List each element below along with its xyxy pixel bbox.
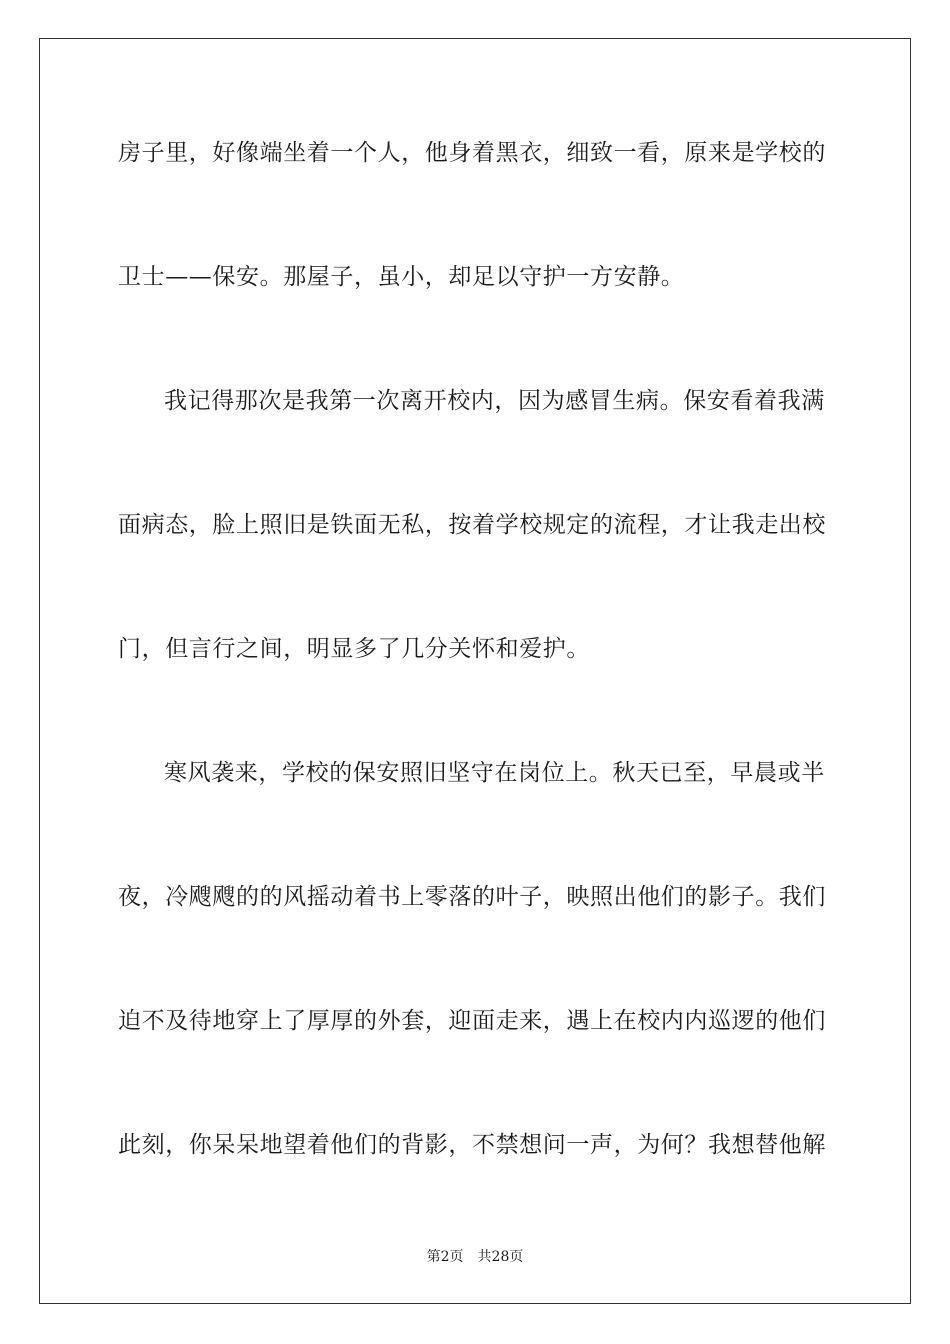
text-line-4: 面病态，脸上照旧是铁面无私，按着学校规定的流程，才让我走出校 xyxy=(118,512,826,538)
text-line-6: 寒风袭来，学校的保安照旧坚守在岗位上。秋天已至，早晨或半 xyxy=(164,760,825,786)
text-line-9: 此刻，你呆呆地望着他们的背影，不禁想问一声，为何？我想替他解 xyxy=(118,1132,826,1158)
text-line-2: 卫士——保安。那屋子，虽小，却足以守护一方安静。 xyxy=(118,264,685,290)
text-line-5: 门，但言行之间，明显多了几分关怀和爱护。 xyxy=(118,636,590,662)
page-footer xyxy=(0,1248,950,1266)
text-line-7: 夜，冷飕飕的的风摇动着书上零落的叶子，映照出他们的影子。我们 xyxy=(118,884,826,910)
text-line-1: 房子里，好像端坐着一个人，他身着黑衣，细致一看，原来是学校的 xyxy=(118,140,826,166)
page-number: 第2页 xyxy=(426,1249,464,1265)
text-line-3: 我记得那次是我第一次离开校内，因为感冒生病。保安看着我满 xyxy=(164,388,825,414)
page-total: 共28页 xyxy=(477,1249,524,1265)
text-line-8: 迫不及待地穿上了厚厚的外套，迎面走来，遇上在校内内巡逻的他们 xyxy=(118,1008,826,1034)
page-border xyxy=(39,38,911,1304)
